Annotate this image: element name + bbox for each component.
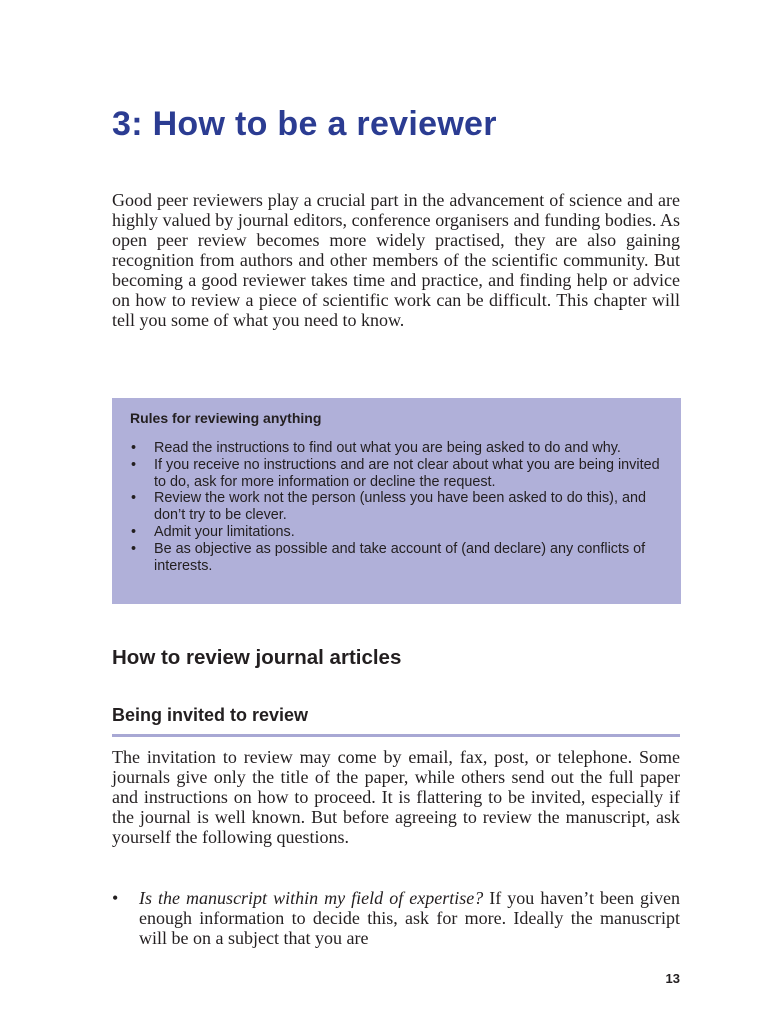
rules-list-item: • Admit your limitations. bbox=[130, 524, 663, 541]
subsection-heading: Being invited to review bbox=[112, 705, 309, 725]
question-item bbox=[112, 888, 680, 948]
subsection-divider bbox=[112, 734, 680, 737]
rules-list bbox=[130, 440, 663, 574]
question-text: Is the manuscript within my field of expertise? bbox=[139, 888, 484, 908]
rules-list-item: • Be as objective as possible and take account of (and declare) any conflicts of interests. bbox=[130, 541, 663, 575]
question-list bbox=[112, 888, 680, 948]
rules-list-item: • Review the work not the person (unless you have been asked to do this), and don’t try to be clever. bbox=[130, 490, 663, 524]
page-number: 13 bbox=[665, 971, 680, 986]
section-heading: How to review journal articles bbox=[112, 646, 402, 669]
intro-paragraph: Good peer reviewers play a crucial part in the advancement of science and are highly valued by journal editors, conference organisers and funding bodies. As open peer review becomes more widely practised, they are also gaining recognition from authors and other members of the scientific community. But becoming a good reviewer takes time and practice, and finding help or advice on how to review a piece of scientific work can be difficult. This chapter will tell you some of what you need to know. bbox=[112, 190, 680, 330]
rules-list-item: • Read the instructions to find out what you are being asked to do and why. bbox=[130, 440, 663, 457]
chapter-title: 3: How to be a reviewer bbox=[112, 105, 497, 143]
rules-box-title: Rules for reviewing anything bbox=[130, 410, 322, 426]
invitation-paragraph: The invitation to review may come by email, fax, post, or telephone. Some journals give only the title of the paper, while others send out the full paper and instructions on how to proceed. It is flattering to be invited, especially if the journal is well known. But before agreeing to review the manuscript, ask yourself the following questions. bbox=[112, 747, 680, 847]
question-explanation: If you haven’t been given enough information to decide this, ask for more. Ideally the manuscript will be on a subject that you are bbox=[139, 888, 681, 948]
rules-box bbox=[112, 398, 681, 604]
rules-list-item: • If you receive no instructions and are not clear about what you are being invited to do, ask for more information or decline the request. bbox=[130, 457, 663, 491]
bullet-icon: • bbox=[112, 888, 119, 908]
